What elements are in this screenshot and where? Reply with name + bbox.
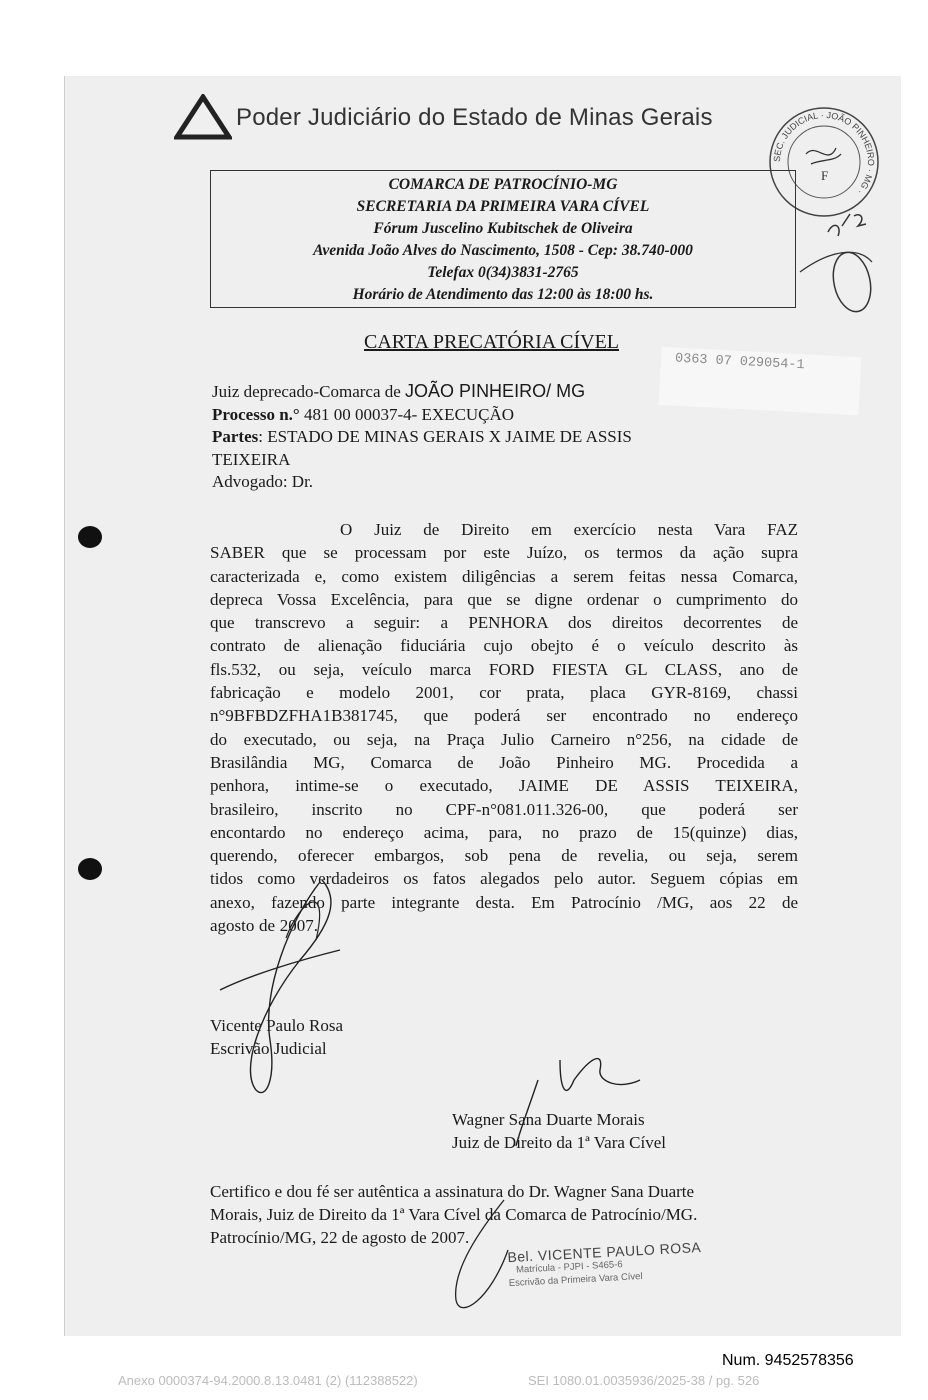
body-line: O Juiz de Direito em exercício nesta Vara FAZ (340, 520, 798, 539)
body-line: penhora, intime-se o executado, JAIME DE ASSIS TEIXEIRA, (210, 776, 798, 796)
signer-role: Juiz de Direito da 1ª Vara Cível (452, 1133, 666, 1152)
body-line: tidos como verdadeiros os fatos alegados pelo autor. Seguem cópias em (210, 869, 798, 889)
body-line: encontardo no endereço acima, para, no prazo de 15(quinze) dias, (210, 822, 798, 842)
juiz-label: Juiz deprecado-Comarca de (212, 382, 406, 401)
juiz-value: JOÃO PINHEIRO/ MG (405, 381, 586, 401)
signer-name: Wagner Sana Duarte Morais (452, 1110, 645, 1129)
body-line: Brasilândia MG, Comarca de João Pinheiro MG. Procedida a (210, 752, 798, 772)
judiciary-logo-icon (174, 94, 232, 140)
partes-value-cont: TEIXEIRA (212, 449, 291, 469)
body-line: depreca Vossa Excelência, para que se digne ordenar o cumprimento do (210, 589, 798, 609)
case-meta (212, 380, 632, 494)
stamp-role: Escrivão da Primeira Vara Cível (508, 1271, 643, 1290)
cert-line: Morais, Juiz de Direito da 1ª Vara Cível da Comarca de Patrocínio/MG. (210, 1205, 698, 1224)
partes-label: Partes (212, 427, 259, 447)
body-line: querendo, oferecer embargos, sob pena de revelia, ou seja, serem (210, 846, 798, 866)
punch-hole (78, 526, 102, 548)
stamp-matricula: Matrícula - PJPI - S465-6 (515, 1259, 623, 1276)
punch-hole (78, 858, 102, 880)
annex-reference: Anexo 0000374-94.2000.8.13.0481 (2) (112388522) (118, 1373, 418, 1388)
court-line: SECRETARIA DA PRIMEIRA VARA CÍVEL (356, 198, 650, 215)
document-number: Num. 9452578356 (722, 1352, 854, 1369)
partes-value: : ESTADO DE MINAS GERAIS X JAIME DE ASSIS (258, 427, 632, 447)
document-title: CARTA PRECATÓRIA CÍVEL (364, 331, 619, 353)
court-address-box (210, 170, 796, 308)
body-line: do executado, ou seja, na Praça Julio Carneiro n°256, na cidade de (210, 729, 798, 749)
body-line: fls.532, ou seja, veículo marca FORD FIESTA GL CLASS, ano de (210, 659, 798, 679)
certification-text (210, 1180, 798, 1249)
signer-role: Escrivão Judicial (210, 1039, 327, 1058)
court-line: Telefax 0(34)3831-2765 (427, 264, 579, 281)
court-line: COMARCA DE PATROCÍNIO-MG (388, 176, 618, 193)
body-line: anexo, fazendo parte integrante desta. Em Patrocínio /MG, aos 22 de (210, 892, 798, 912)
stamp-prefix: Bel. (507, 1247, 534, 1266)
svg-text:F: F (821, 168, 829, 183)
signature-block-judge (452, 1108, 666, 1154)
body-line: brasileiro, inscrito no CPF-n°081.011.326-00, que poderá ser (210, 799, 798, 819)
body-line: agosto de 2007. (210, 916, 318, 936)
court-line: Avenida João Alves do Nascimento, 1508 - Cep: 38.740-000 (313, 242, 693, 259)
body-line: n°9BFBDZFHA1B381745, que poderá ser encontrado no endereço (210, 706, 798, 726)
court-line: Horário de Atendimento das 12:00 às 18:00 hs. (352, 286, 654, 303)
body-line: contrato de alienação fiduciária cujo obejto é o veículo descrito às (210, 636, 798, 656)
body-text (210, 518, 798, 937)
svg-text:SEC. JUDICIAL · JOÃO PINHEIRO: SEC. JUDICIAL · JOÃO PINHEIRO · MG · (771, 109, 877, 197)
sei-reference: SEI 1080.01.0035936/2025-38 / pg. 526 (528, 1373, 760, 1388)
stamp-name: VICENTE PAULO ROSA (537, 1238, 702, 1264)
processo-label: Processo n.° (212, 404, 304, 424)
processo-value: 481 00 00037-4- EXECUÇÃO (303, 404, 515, 424)
cert-line: Certifico e dou fé ser autêntica a assinatura do Dr. Wagner Sana Duarte (210, 1182, 695, 1201)
body-line: SABER que se processam por este Juízo, os termos da ação supra (210, 543, 798, 563)
signature-block-clerk (210, 1014, 343, 1060)
court-line: Fórum Juscelino Kubitschek de Oliveira (373, 220, 633, 237)
advogado: Advogado: Dr. (212, 472, 314, 492)
body-line: fabricação e modelo 2001, cor prata, placa GYR-8169, chassi (210, 683, 798, 703)
header-title: Poder Judiciário do Estado de Minas Gerais (236, 104, 713, 131)
body-line: caracterizada e, como existem diligências a serem feitas nessa Comarca, (210, 566, 798, 586)
protocol-stamp: 0363 07 029054-1 (659, 347, 862, 415)
cert-line: Patrocínio/MG, 22 de agosto de 2007. (210, 1228, 470, 1247)
body-line: que transcrevo a seguir: a PENHORA dos direitos decorrentes de (210, 613, 798, 633)
signer-name: Vicente Paulo Rosa (210, 1016, 344, 1035)
